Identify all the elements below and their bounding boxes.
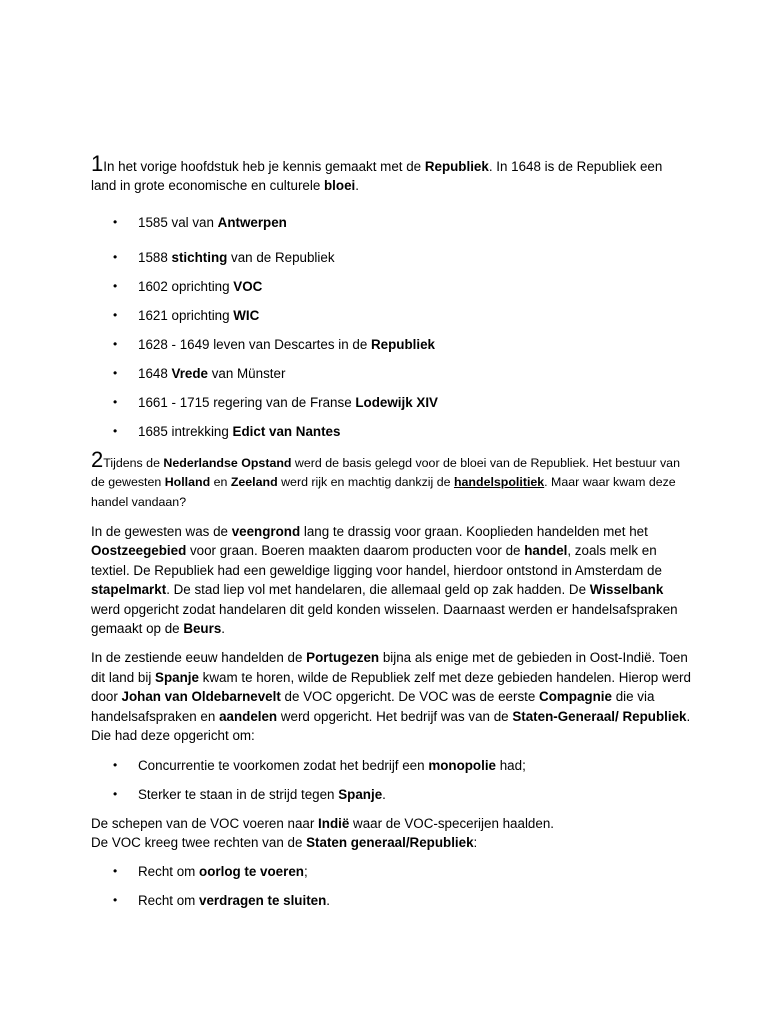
term-handelspolitiek: handelspolitiek <box>453 475 545 490</box>
bullet-icon: • <box>113 394 118 409</box>
bullet-icon: • <box>113 336 118 351</box>
timeline-item: • 1588 stichting van de Republiek <box>113 249 335 265</box>
right-item: • Recht om oorlog te voeren; <box>113 864 308 880</box>
document-page <box>91 150 691 910</box>
section-2-paragraph: 2Tijdens de Nederlandse Opstand werd de basis gelegd voor de bloei van de Republiek. Het bestuur van de gewesten Holland en Zeeland werd rijk en machtig dankzij de handelspolitiek. Maar waar kwam deze handel vandaan? <box>91 446 680 509</box>
reasons-list <box>91 756 691 804</box>
intro-paragraph: 1In het vorige hoofdstuk heb je kennis gemaakt met de Republiek. In 1648 is de Republiek een land in grote economische en culturele bloei. <box>91 151 663 194</box>
timeline-item: • 1621 oprichting WIC <box>113 307 260 323</box>
timeline-list <box>91 213 691 441</box>
section-number-2: 2 <box>91 446 104 472</box>
bullet-icon: • <box>113 423 118 438</box>
reason-item: • Concurrentie te voorkomen zodat het bedrijf een monopolie had; <box>113 757 526 773</box>
bullet-icon: • <box>113 786 118 801</box>
bullet-icon: • <box>113 214 118 229</box>
section-number-1: 1 <box>91 151 104 176</box>
right-item: • Recht om verdragen te sluiten. <box>113 893 331 909</box>
trade-origin-paragraph: In de gewesten was de veengrond lang te drassig voor graan. Kooplieden handelden met het Oostzeegebied voor graan. Boeren maakten daarom producten voor de handel, zoals melk en textiel. De Republiek had een geweldige ligging voor handel, hierdoor ontstond in Amsterdam de stapelmarkt. De stad liep vol met handelaren, die allemaal geld op zak hadden. De Wisselbank werd opgericht zodat handelaren dit geld konden wisselen. Daarnaast werden er handelsafspraken gemaakt op de Beurs. <box>91 524 678 637</box>
voc-founding-paragraph: In de zestiende eeuw handelden de Portugezen bijna als enige met de gebieden in Oost-Indië. Toen dit land bij Spanje kwam te horen, wilde de Republiek zelf met deze gebieden handelen. Hierop werd door Johan van Oldebarnevelt de VOC opgericht. De VOC was de eerste Compagnie die via handelsafspraken en aandelen werd opgericht. Het bedrijf was van de Staten-Generaal/ Republiek. Die had deze opgericht om: <box>91 650 691 744</box>
timeline-item: • 1585 val van Antwerpen <box>113 214 287 230</box>
timeline-item: • 1685 intrekking Edict van Nantes <box>113 423 341 439</box>
bullet-icon: • <box>113 365 118 380</box>
bullet-icon: • <box>113 307 118 322</box>
timeline-item: • 1602 oprichting VOC <box>113 278 263 294</box>
bullet-icon: • <box>113 757 118 772</box>
timeline-item: • 1648 Vrede van Münster <box>113 365 286 381</box>
timeline-item: • 1661 - 1715 regering van de Franse Lodewijk XIV <box>113 394 438 410</box>
reason-item: • Sterker te staan in de strijd tegen Spanje. <box>113 786 386 802</box>
timeline-item: • 1628 - 1649 leven van Descartes in de Republiek <box>113 336 435 352</box>
bullet-icon: • <box>113 893 118 908</box>
term-republiek: Republiek <box>424 159 489 174</box>
bullet-icon: • <box>113 864 118 879</box>
bullet-icon: • <box>113 249 118 264</box>
term-bloei: bloei <box>324 178 356 194</box>
rights-list <box>91 862 691 910</box>
bullet-icon: • <box>113 278 118 293</box>
voc-rights-paragraph: De schepen van de VOC voeren naar Indië waar de VOC-specerijen haalden. De VOC kreeg twee rechten van de Staten generaal/Republiek: <box>91 815 554 850</box>
